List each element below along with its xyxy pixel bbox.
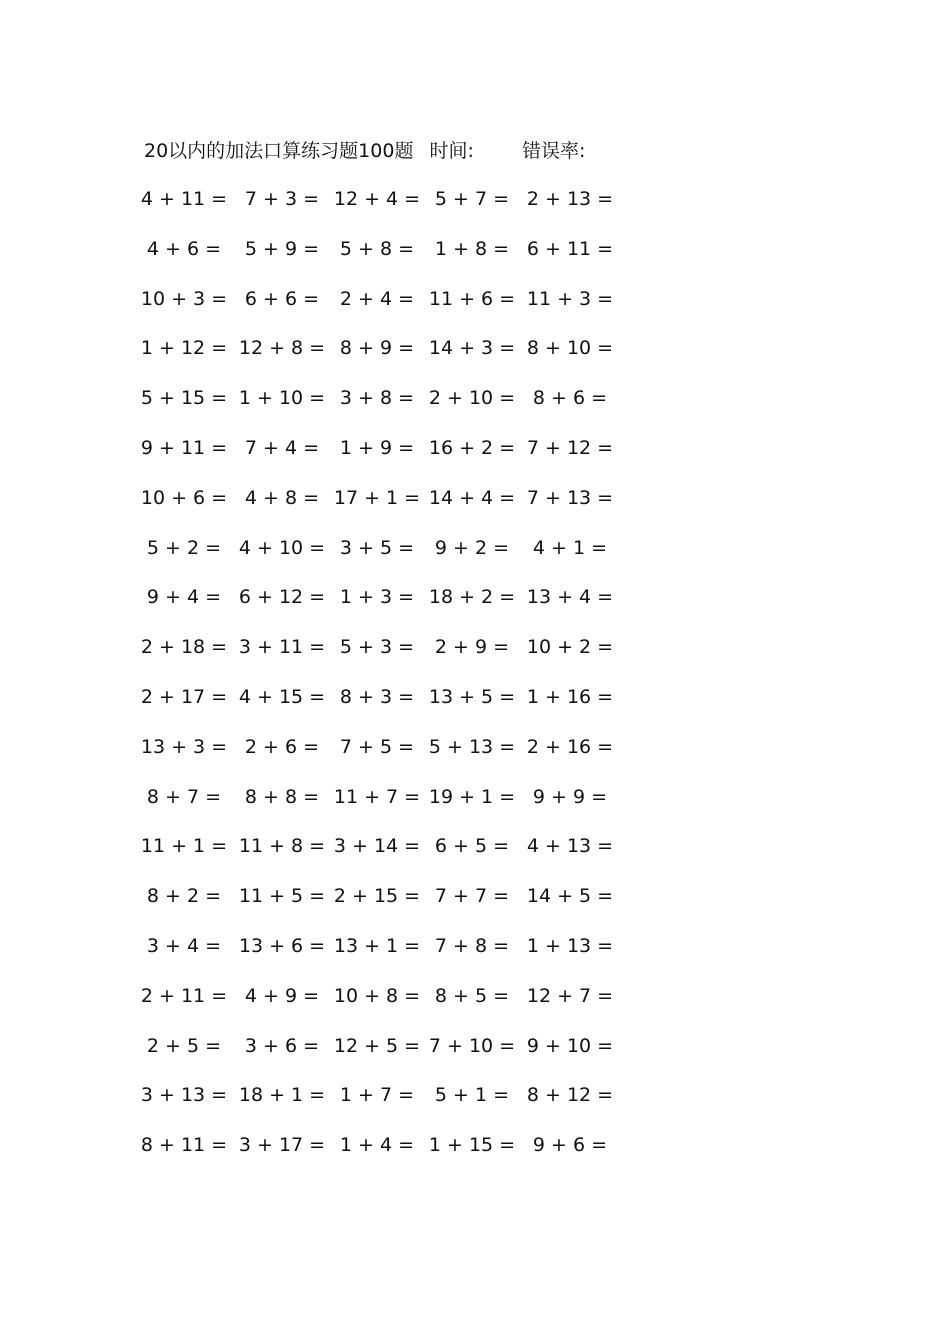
problem-item: 1 + 4 = <box>339 1134 415 1157</box>
problem-row <box>0 533 950 583</box>
problem-row <box>0 682 950 732</box>
problem-item: 3 + 8 = <box>339 387 415 410</box>
problem-item: 7 + 12 = <box>526 436 614 459</box>
problem-item: 5 + 1 = <box>434 1084 510 1107</box>
problem-row <box>0 1080 950 1130</box>
problem-item: 1 + 7 = <box>339 1084 415 1107</box>
problem-item: 19 + 1 = <box>428 785 516 808</box>
problem-item: 5 + 7 = <box>434 188 510 210</box>
problem-item: 2 + 5 = <box>146 1034 222 1057</box>
problem-item: 2 + 15 = <box>333 885 421 908</box>
problem-item: 1 + 13 = <box>526 934 614 957</box>
problem-item: 11 + 7 = <box>333 785 421 808</box>
problem-item: 6 + 12 = <box>238 586 326 609</box>
problem-item: 18 + 2 = <box>428 586 516 609</box>
problem-item: 6 + 11 = <box>526 237 614 260</box>
problem-item: 11 + 5 = <box>238 885 326 908</box>
problem-item: 7 + 3 = <box>244 188 320 210</box>
problem-item: 2 + 9 = <box>434 636 510 659</box>
problem-item: 12 + 4 = <box>333 188 421 210</box>
problem-item: 3 + 6 = <box>244 1034 320 1057</box>
problem-item: 3 + 4 = <box>146 934 222 957</box>
problem-item: 5 + 8 = <box>339 237 415 260</box>
problem-item: 8 + 10 = <box>526 337 614 360</box>
problem-row <box>0 333 950 383</box>
problem-item: 1 + 12 = <box>140 337 228 360</box>
problem-item: 4 + 10 = <box>238 536 326 559</box>
problem-row <box>0 433 950 483</box>
problem-item: 5 + 2 = <box>146 536 222 559</box>
problem-item: 10 + 8 = <box>333 984 421 1007</box>
problem-item: 10 + 3 = <box>140 287 228 310</box>
problem-item: 8 + 8 = <box>244 785 320 808</box>
problem-item: 13 + 6 = <box>238 934 326 957</box>
problem-item: 4 + 15 = <box>238 685 326 708</box>
problem-item: 4 + 9 = <box>244 984 320 1007</box>
problem-item: 1 + 15 = <box>428 1134 516 1157</box>
problem-item: 8 + 3 = <box>339 685 415 708</box>
problem-item: 8 + 5 = <box>434 984 510 1007</box>
problem-item: 2 + 4 = <box>339 287 415 310</box>
problem-item: 8 + 6 = <box>532 387 608 410</box>
error-rate-label: 错误率: <box>521 140 586 162</box>
problem-item: 2 + 10 = <box>428 387 516 410</box>
problem-item: 1 + 10 = <box>238 387 326 410</box>
problem-item: 5 + 15 = <box>140 387 228 410</box>
problem-item: 9 + 9 = <box>532 785 608 808</box>
problem-item: 9 + 11 = <box>140 436 228 459</box>
problem-item: 8 + 12 = <box>526 1084 614 1107</box>
problem-item: 7 + 7 = <box>434 885 510 908</box>
problem-item: 6 + 5 = <box>434 835 510 858</box>
problem-item: 17 + 1 = <box>333 486 421 509</box>
problem-item: 3 + 14 = <box>333 835 421 858</box>
problem-item: 13 + 3 = <box>140 735 228 758</box>
problem-grid <box>0 184 950 1180</box>
problem-item: 1 + 9 = <box>339 436 415 459</box>
worksheet-title: 20以内的加法口算练习题100题 <box>144 140 414 162</box>
problem-item: 2 + 17 = <box>140 685 228 708</box>
problem-item: 7 + 8 = <box>434 934 510 957</box>
problem-item: 9 + 4 = <box>146 586 222 609</box>
problem-item: 14 + 5 = <box>526 885 614 908</box>
problem-item: 7 + 4 = <box>244 436 320 459</box>
problem-item: 12 + 7 = <box>526 984 614 1007</box>
problem-item: 3 + 17 = <box>238 1134 326 1157</box>
problem-item: 8 + 11 = <box>140 1134 228 1157</box>
problem-row <box>0 483 950 533</box>
problem-row <box>0 881 950 931</box>
time-label: 时间: <box>429 140 474 162</box>
worksheet-header <box>144 136 585 166</box>
problem-item: 14 + 4 = <box>428 486 516 509</box>
problem-row <box>0 632 950 682</box>
problem-item: 1 + 3 = <box>339 586 415 609</box>
problem-row <box>0 234 950 284</box>
problem-item: 2 + 11 = <box>140 984 228 1007</box>
problem-item: 4 + 13 = <box>526 835 614 858</box>
problem-item: 13 + 5 = <box>428 685 516 708</box>
problem-row <box>0 284 950 334</box>
problem-item: 3 + 11 = <box>238 636 326 659</box>
problem-item: 11 + 1 = <box>140 835 228 858</box>
problem-item: 5 + 9 = <box>244 237 320 260</box>
problem-item: 11 + 6 = <box>428 287 516 310</box>
problem-item: 7 + 13 = <box>526 486 614 509</box>
problem-item: 14 + 3 = <box>428 337 516 360</box>
problem-item: 16 + 2 = <box>428 436 516 459</box>
problem-row <box>0 981 950 1031</box>
problem-row <box>0 1031 950 1081</box>
problem-item: 11 + 8 = <box>238 835 326 858</box>
problem-item: 6 + 6 = <box>244 287 320 310</box>
problem-item: 4 + 6 = <box>146 237 222 260</box>
problem-item: 1 + 16 = <box>526 685 614 708</box>
problem-item: 9 + 10 = <box>526 1034 614 1057</box>
problem-row <box>0 831 950 881</box>
problem-item: 10 + 6 = <box>140 486 228 509</box>
problem-item: 13 + 1 = <box>333 934 421 957</box>
problem-item: 12 + 5 = <box>333 1034 421 1057</box>
problem-item: 8 + 7 = <box>146 785 222 808</box>
problem-item: 18 + 1 = <box>238 1084 326 1107</box>
problem-item: 4 + 1 = <box>532 536 608 559</box>
problem-row <box>0 1130 950 1180</box>
problem-item: 9 + 2 = <box>434 536 510 559</box>
problem-item: 7 + 10 = <box>428 1034 516 1057</box>
problem-item: 10 + 2 = <box>526 636 614 659</box>
problem-item: 7 + 5 = <box>339 735 415 758</box>
problem-item: 8 + 9 = <box>339 337 415 360</box>
problem-item: 4 + 11 = <box>140 188 228 210</box>
problem-row <box>0 931 950 981</box>
problem-row <box>0 184 950 234</box>
problem-item: 3 + 13 = <box>140 1084 228 1107</box>
problem-item: 1 + 8 = <box>434 237 510 260</box>
problem-row <box>0 782 950 832</box>
problem-item: 12 + 8 = <box>238 337 326 360</box>
problem-item: 11 + 3 = <box>526 287 614 310</box>
problem-item: 2 + 13 = <box>526 188 614 210</box>
problem-item: 3 + 5 = <box>339 536 415 559</box>
problem-item: 4 + 8 = <box>244 486 320 509</box>
problem-item: 13 + 4 = <box>526 586 614 609</box>
problem-item: 2 + 6 = <box>244 735 320 758</box>
problem-row <box>0 383 950 433</box>
problem-item: 5 + 3 = <box>339 636 415 659</box>
problem-item: 5 + 13 = <box>428 735 516 758</box>
problem-item: 8 + 2 = <box>146 885 222 908</box>
problem-row <box>0 732 950 782</box>
problem-item: 2 + 18 = <box>140 636 228 659</box>
problem-item: 2 + 16 = <box>526 735 614 758</box>
problem-item: 9 + 6 = <box>532 1134 608 1157</box>
problem-row <box>0 582 950 632</box>
